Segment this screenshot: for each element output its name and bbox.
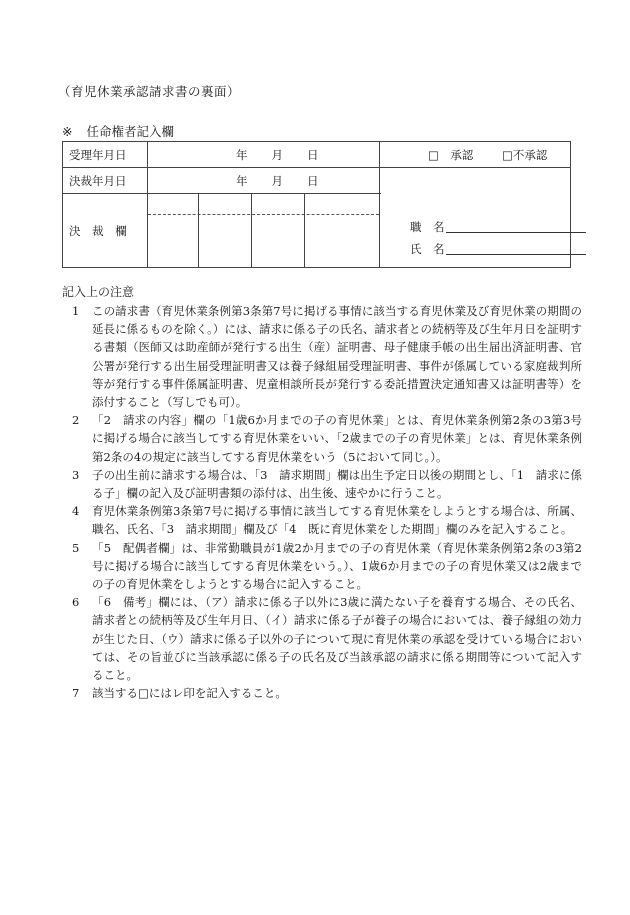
receipt-row xyxy=(63,142,571,168)
disapprove-checkbox[interactable]: □不承認 xyxy=(502,148,548,162)
decision-date-field[interactable] xyxy=(148,168,380,194)
day-label: 日 xyxy=(307,174,319,188)
year-label: 年 xyxy=(236,174,248,188)
signature-area xyxy=(380,168,571,268)
receipt-date-field[interactable] xyxy=(148,142,380,168)
approval-stamp-label: 決 裁 欄 xyxy=(63,194,148,268)
decision-row xyxy=(63,168,571,194)
approval-stamp-boxes xyxy=(148,194,380,268)
signer-name-field[interactable] xyxy=(410,241,445,257)
note-mark: ※ xyxy=(62,124,73,139)
document-title: （育児休業承認請求書の裏面） xyxy=(58,84,241,99)
list-item: 2 「2 請求の内容」欄の「1歳6か月までの子の育児休業」とは、育児休業条例第2条の3第3号に掲げる場合に該当してする育児休業をいい、「2歳までの子の育児休業」とは、育児休業条例第2条の4の規定に該当してする育児休業をいう（5において同じ。）。 xyxy=(72,413,582,464)
stamp-box[interactable] xyxy=(252,194,305,267)
notes-list xyxy=(62,302,582,702)
list-item: 6 「6 備考」欄には、（ア）請求に係る子以外に3歳に満たない子を養育する場合、その氏名、請求者との続柄等及び生年月日、（イ）請求に係る子が養子の場合においては、養子縁組の効力が生じた日、（ウ）請求に係る子以外の子について現に育児休業の承認を受けている場合においては、その旨並びに当該承認に係る子の氏名及び当該承認の請求に係る期間等について記入すること。 xyxy=(72,595,582,683)
section-heading xyxy=(62,122,174,140)
stamp-box[interactable] xyxy=(199,194,252,267)
signer-name-underline xyxy=(446,254,586,255)
year-label: 年 xyxy=(236,148,248,162)
official-title-field[interactable] xyxy=(410,219,445,235)
month-label: 月 xyxy=(271,174,283,188)
official-title-underline xyxy=(446,232,586,233)
section-title: 任命権者記入欄 xyxy=(86,124,174,139)
day-label: 日 xyxy=(307,148,319,162)
list-item: 4 育児休業条例第3条第7号に掲げる事情に該当してする育児休業をしようとする場合は、所属、職名、氏名、「3 請求期間」欄及び「4 既に育児休業をした期間」欄のみを記入すること。 xyxy=(72,504,582,537)
approve-checkbox[interactable]: □ 承認 xyxy=(428,148,474,162)
list-item: 1 この請求書（育児休業条例第3条第7号に掲げる事情に該当する育児休業及び育児休業の期間の延長に係るものを除く。）には、請求に係る子の氏名、請求者との続柄等及び生年月日を証明する書類（医師又は助産師が発行する出生（産）証明書、母子健康手帳の出生届出済証明書、官公署が発行する出生届受理証明書又は養子縁組届受理証明書、事件が係属している家庭裁判所等が発行する事件係属証明書、児童相談所長が発行する委託措置決定通知書又は証明書等）を添付すること（写しでも可）。 xyxy=(72,304,582,410)
official-title-label: 職 名 xyxy=(410,219,445,234)
notes-heading: 記入上の注意 xyxy=(62,285,135,299)
approval-field xyxy=(380,142,571,168)
stamp-box[interactable] xyxy=(148,194,199,267)
list-item: 5 「5 配偶者欄」は、非常勤職員が1歳2か月までの子の育児休業（育児休業条例第2条の3第2号に掲げる場合に該当してする育児休業をいう。）、1歳6か月までの子の育児休業又は2歳までの子の育児休業をしようとする場合に記入すること。 xyxy=(72,540,582,592)
list-item: 7 該当する□にはレ印を記入すること。 xyxy=(72,686,287,701)
list-item: 3 子の出生前に請求する場合は、「3 請求期間」欄は出生予定日以後の期間とし、「1 請求に係る子」欄の記入及び証明書類の添付は、出生後、速やかに行うこと。 xyxy=(72,467,582,501)
month-label: 月 xyxy=(271,148,283,162)
receipt-date-label: 受理年月日 xyxy=(63,142,148,168)
signer-name-label: 氏 名 xyxy=(410,241,445,256)
decision-date-label: 決裁年月日 xyxy=(63,168,148,194)
appointer-entry-table xyxy=(62,141,571,268)
